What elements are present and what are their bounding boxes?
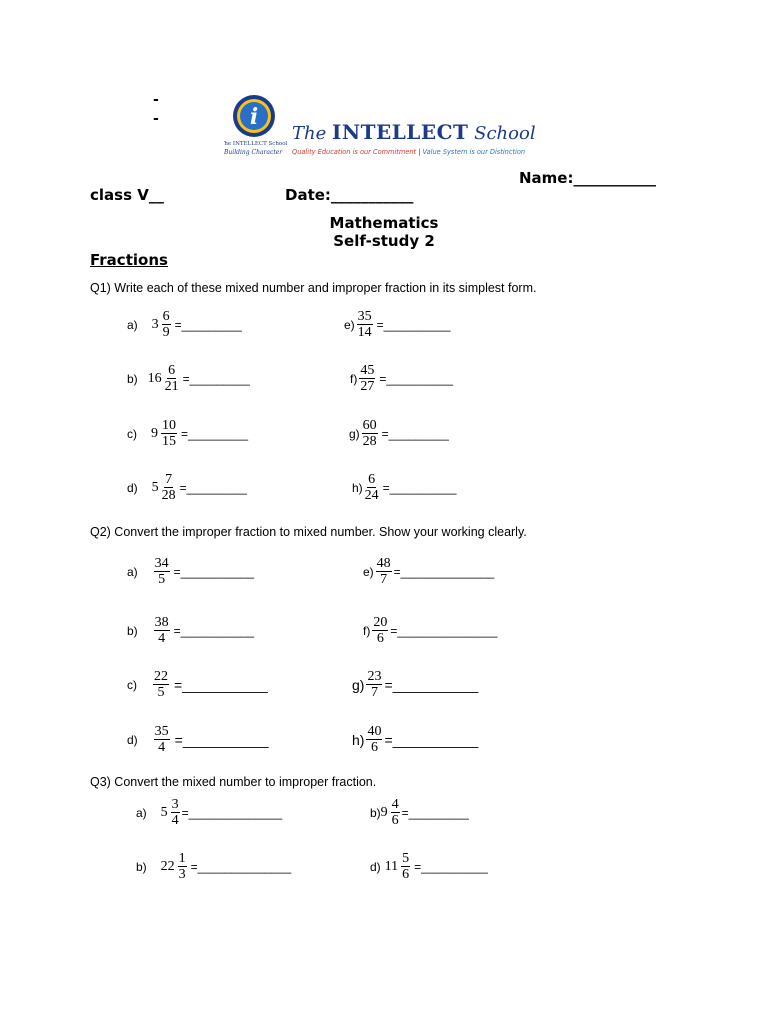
answer-blank: =_______________ — [390, 623, 498, 638]
denominator: 6 — [376, 631, 384, 646]
item-label: c) — [127, 426, 137, 441]
fraction — [154, 556, 170, 587]
denominator: 9 — [162, 325, 170, 340]
numerator: 35 — [357, 309, 372, 324]
school-logo-emblem — [224, 92, 288, 152]
fraction — [165, 363, 179, 394]
fraction — [154, 724, 170, 755]
question-1-prompt: Q1) Write each of these mixed number and improper fraction in its simplest form. — [90, 281, 537, 295]
item-label: g) — [352, 676, 365, 693]
denominator: 4 — [158, 740, 166, 755]
answer-blank: =___________ — [384, 731, 479, 748]
answer-blank: =_________ — [174, 317, 242, 332]
whole-number: 9 — [380, 804, 388, 820]
emblem-letter: i — [249, 104, 259, 130]
subject-title: Mathematics — [329, 214, 439, 232]
q1-item — [127, 363, 250, 394]
whole-number: 5 — [151, 479, 159, 495]
numerator: 20 — [373, 615, 388, 630]
whole-number: 5 — [160, 804, 168, 820]
answer-blank: =__________ — [382, 480, 457, 495]
item-label: a) — [127, 564, 138, 579]
numerator: 1 — [178, 851, 186, 866]
denominator: 3 — [178, 867, 186, 882]
numerator: 7 — [165, 472, 173, 487]
answer-blank: =__________ — [379, 371, 454, 386]
answer-blank: =___________ — [173, 564, 255, 579]
fraction — [153, 669, 169, 700]
denominator: 4 — [171, 813, 179, 828]
answer-blank: =__________ — [414, 859, 488, 874]
answer-blank: =___________ — [384, 676, 479, 693]
q1-item — [344, 309, 450, 340]
fraction — [357, 309, 373, 340]
numerator: 35 — [154, 724, 169, 739]
answer-blank: =___________ — [174, 676, 268, 693]
logo-title-main: INTELLECT — [331, 120, 469, 144]
q3-item — [136, 851, 291, 882]
denominator: 28 — [161, 488, 176, 503]
item-label: a) — [136, 805, 147, 820]
whole-number: 9 — [151, 425, 158, 441]
denominator: 15 — [162, 434, 176, 449]
answer-blank: =_________ — [401, 805, 469, 820]
denominator: 7 — [370, 685, 378, 700]
answer-blank: =_________ — [179, 480, 247, 495]
denominator: 7 — [380, 572, 388, 587]
q2-item — [127, 615, 254, 646]
item-label: d) — [127, 480, 138, 495]
fraction — [391, 797, 400, 828]
q2-item — [127, 669, 268, 700]
fraction — [171, 797, 180, 828]
denominator: 6 — [370, 740, 378, 755]
numerator: 10 — [162, 418, 176, 433]
answer-blank: =______________ — [393, 564, 495, 579]
fraction — [372, 615, 388, 646]
emblem-school-name: The INTELLECT School — [224, 141, 288, 147]
q2-item — [127, 556, 254, 587]
fraction — [365, 472, 379, 503]
fraction — [162, 472, 176, 503]
denominator: 4 — [158, 631, 166, 646]
topic-heading: Fractions — [90, 251, 168, 269]
answer-blank: =______________ — [190, 859, 292, 874]
q2-item — [127, 724, 269, 755]
numerator: 45 — [360, 363, 375, 378]
fraction — [362, 418, 378, 449]
item-label: b) — [127, 623, 138, 638]
numerator: 34 — [154, 556, 169, 571]
answer-blank: =__________ — [376, 317, 451, 332]
numerator: 6 — [162, 309, 170, 324]
class-field: class V__ — [90, 186, 164, 204]
item-label: c) — [127, 677, 137, 692]
q2-item — [352, 669, 478, 700]
item-label: b) — [136, 859, 147, 874]
whole-number: 16 — [147, 370, 162, 386]
q2-item — [363, 556, 494, 587]
denominator: 14 — [357, 325, 372, 340]
numerator: 6 — [168, 363, 176, 378]
logo-title-the: The — [292, 123, 332, 144]
tagline-part1: Quality Education is our Commitment — [292, 148, 417, 156]
numerator: 5 — [402, 851, 410, 866]
item-label: g) — [349, 426, 360, 441]
header-dash: - — [153, 92, 159, 108]
numerator: 48 — [376, 556, 391, 571]
denominator: 24 — [364, 488, 379, 503]
whole-number: 11 — [384, 858, 399, 874]
numerator: 23 — [367, 669, 382, 684]
fraction — [366, 724, 382, 755]
numerator: 40 — [367, 724, 382, 739]
logo-tagline — [292, 148, 525, 156]
denominator: 28 — [362, 434, 377, 449]
item-label: d) — [127, 732, 138, 747]
name-field: Name:___________ — [519, 169, 656, 187]
date-field: Date:___________ — [285, 186, 414, 204]
q1-item — [352, 472, 456, 503]
denominator: 21 — [164, 379, 179, 394]
fraction — [366, 669, 382, 700]
item-label: e) — [363, 564, 374, 579]
q1-item — [349, 418, 449, 449]
logo-title-school: School — [468, 123, 536, 144]
item-label: h) — [352, 480, 363, 495]
header-dash: - — [153, 111, 159, 127]
q3-item — [136, 797, 282, 828]
fraction — [178, 851, 187, 882]
item-label: f) — [350, 371, 358, 386]
q3-item — [370, 851, 488, 882]
numerator: 3 — [171, 797, 179, 812]
q1-item — [127, 472, 247, 503]
answer-blank: =______________ — [181, 805, 283, 820]
fraction — [161, 418, 177, 449]
whole-number: 22 — [160, 858, 175, 874]
question-2-prompt: Q2) Convert the improper fraction to mixed number. Show your working clearly. — [90, 525, 527, 539]
item-label: b) — [370, 805, 381, 820]
denominator: 6 — [391, 813, 399, 828]
q1-item — [350, 363, 453, 394]
fraction — [401, 851, 410, 882]
item-label: a) — [127, 317, 138, 332]
q3-item — [370, 797, 469, 828]
answer-blank: =_________ — [381, 426, 449, 441]
subtitle: Self-study 2 — [333, 232, 435, 250]
item-label: f) — [363, 623, 371, 638]
question-3-prompt: Q3) Convert the mixed number to improper fraction. — [90, 775, 377, 789]
numerator: 60 — [362, 418, 377, 433]
item-label: e) — [344, 317, 355, 332]
numerator: 38 — [154, 615, 169, 630]
item-label: b) — [127, 371, 138, 386]
answer-blank: =_________ — [182, 371, 250, 386]
denominator: 6 — [402, 867, 410, 882]
answer-blank: =_________ — [181, 426, 249, 441]
item-label: d) — [370, 859, 381, 874]
tagline-separator: | — [416, 148, 423, 156]
item-label: h) — [352, 731, 365, 748]
fraction — [154, 615, 170, 646]
denominator: 27 — [360, 379, 375, 394]
denominator: 5 — [157, 685, 165, 700]
school-logo-title — [292, 120, 536, 144]
tagline-part2: Value System is our Distinction — [422, 148, 526, 156]
q1-item — [127, 309, 242, 340]
fraction — [376, 556, 392, 587]
q1-item — [127, 418, 248, 449]
fraction — [162, 309, 171, 340]
numerator: 4 — [391, 797, 399, 812]
q2-item — [363, 615, 497, 646]
denominator: 5 — [158, 572, 166, 587]
q2-item — [352, 724, 478, 755]
numerator: 22 — [154, 669, 168, 684]
logo-motto: Building Character — [224, 149, 283, 156]
answer-blank: =___________ — [173, 623, 255, 638]
numerator: 6 — [368, 472, 376, 487]
fraction — [359, 363, 375, 394]
answer-blank: =___________ — [174, 731, 269, 748]
whole-number: 3 — [151, 316, 159, 332]
